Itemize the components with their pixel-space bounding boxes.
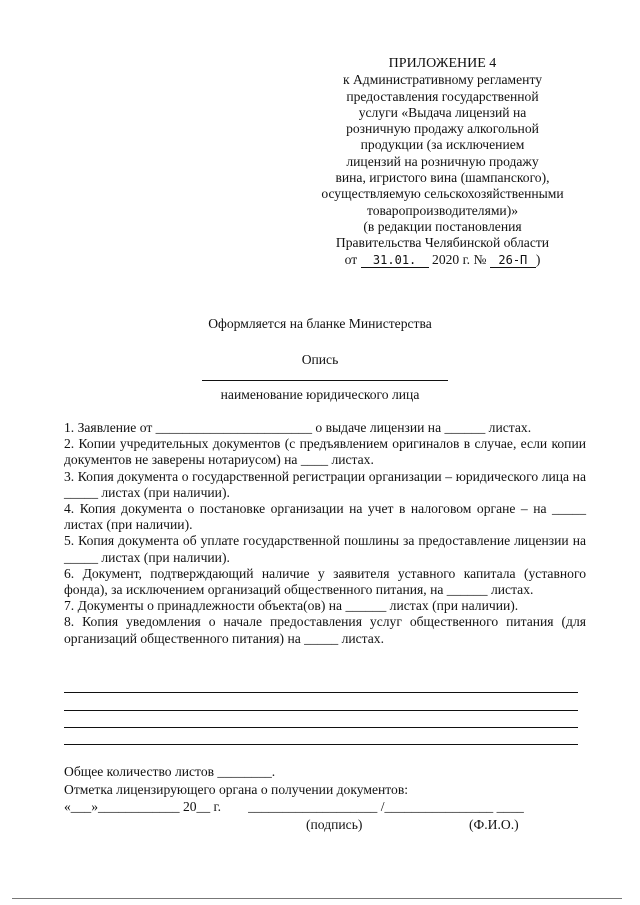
appendix-line: продукции (за исключением: [360, 137, 525, 153]
appendix-line: услуги «Выдача лицензий на: [358, 104, 527, 120]
appendix-line: лицензий на розничную продажу: [346, 153, 539, 169]
resolution-number: 26-П: [490, 253, 536, 268]
appendix-line: к Административному регламенту: [342, 72, 543, 88]
appendix-line: розничную продажу алкогольной: [346, 121, 539, 137]
list-item: 2. Копии учредительных документов (с предъявлением оригиналов в случае, если копии документов не заверены нотариусом) на ____ листах.: [64, 436, 586, 468]
blank-line: [64, 710, 578, 711]
list-item: 1. Заявление от _______________________ о выдаче лицензии на ______ листах.: [64, 420, 532, 435]
appendix-line: предоставления государственной: [346, 88, 539, 104]
appendix-line: вина, игристого вина (шампанского),: [335, 170, 550, 186]
list-item: 5. Копия документа об уплате государственной пошлины за предоставление лицензии на _____ листах (при наличии).: [64, 533, 586, 565]
blank-line: [64, 727, 578, 728]
entity-name-line: [202, 380, 448, 381]
blank-line: [64, 692, 578, 693]
date-prefix: от: [344, 251, 358, 267]
document-title: Опись: [301, 352, 339, 367]
list-item: 8. Копия уведомления о начале предоставления услуг общественного питания (для организаций общественного питания) на _____ листах.: [64, 614, 586, 646]
appendix-date-line: [300, 252, 585, 268]
date-value: 31.01.: [361, 253, 429, 268]
year-text: 2020 г. №: [432, 251, 487, 267]
list-item: 6. Документ, подтверждающий наличие у заявителя уставного капитала (уставного фонда), за исключением организаций общественного питания, на ______ листах.: [64, 565, 586, 598]
signature-row: «___»____________ 20__ г. ___________________ /________________ ____: [64, 799, 524, 814]
appendix-heading: ПРИЛОЖЕНИЕ 4: [388, 56, 497, 71]
appendix-line: Правительства Челябинской области: [335, 235, 550, 251]
blank-line: [64, 744, 578, 745]
list-item: 3. Копия документа о государственной регистрации организации – юридического лица на _____ листах (при наличии).: [64, 468, 586, 500]
entity-caption: наименование юридического лица: [220, 387, 420, 402]
total-sheets: Общее количество листов ________.: [64, 764, 276, 779]
name-caption: (Ф.И.О.): [469, 817, 519, 832]
document-list: [64, 420, 586, 647]
appendix-line: товаропроизводителями)»: [366, 202, 519, 218]
receipt-mark: Отметка лицензирующего органа о получении документов:: [64, 782, 409, 797]
signature-caption: (подпись): [306, 817, 363, 832]
list-item: 4. Копия документа о постановке организации на учет в налоговом органе – на _____ листах (при наличии).: [64, 501, 586, 533]
date-suffix: ): [535, 251, 541, 267]
appendix-line: (в редакции постановления: [363, 218, 522, 234]
appendix-line: осуществляемую сельскохозяйственными: [321, 186, 564, 202]
form-note: Оформляется на бланке Министерства: [208, 316, 432, 331]
page-edge-line: [12, 898, 622, 899]
list-item: 7. Документы о принадлежности объекта(ов) на ______ листах (при наличии).: [64, 598, 519, 614]
appendix-block: [300, 56, 585, 268]
